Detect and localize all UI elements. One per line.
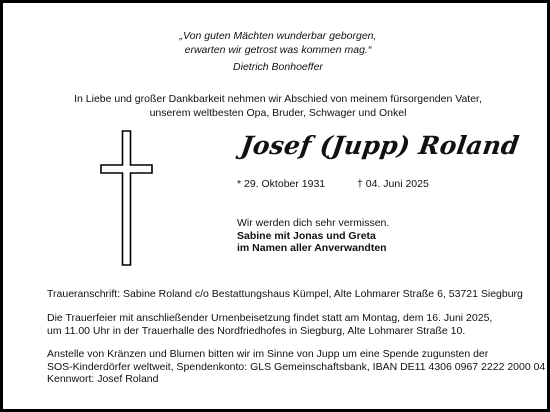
mourning-address: Traueranschrift: Sabine Roland c/o Bestattungshaus Kümpel, Alte Lohmarer Straße 6, 53721 Siegburg [47,288,523,300]
mourners-line: im Namen aller Anverwandten [237,242,387,254]
birth-date: * 29. Oktober 1931 [237,178,326,190]
ceremony-info [47,312,492,337]
intro-text [3,93,550,120]
intro-line: unserem weltbesten Opa, Bruder, Schwager und Onkel [149,106,407,119]
quote-author: Dietrich Bonhoeffer [233,61,323,73]
quote-block [3,29,550,74]
cross-icon [100,130,153,266]
farewell-block [237,217,389,255]
quote-line: „Von guten Mächten wunderbar geborgen, [179,30,377,42]
intro-line: In Liebe und großer Dankbarkeit nehmen wir Abschied von meinem fürsorgenden Vater, [74,93,482,105]
quote-line: erwarten wir getrost was kommen mag.“ [184,44,372,56]
farewell-line: Wir werden dich sehr vermissen. [237,217,390,229]
donation-line: Anstelle von Kränzen und Blumen bitten wir im Sinne von Jupp um eine Spende zugunsten der [47,348,489,360]
donation-info [47,348,545,386]
ceremony-line: Die Trauerfeier mit anschließender Urnenbeisetzung findet statt am Montag, dem 16. Juni 2025, [47,312,493,324]
ceremony-line: um 11.00 Uhr in der Trauerhalle des Nordfriedhofes in Siegburg, Alte Lohmarer Straße 10. [47,324,466,337]
death-date: † 04. Juni 2025 [357,178,429,190]
donation-line: SOS-Kinderdörfer weltweit, Spendenkonto: GLS Gemeinschaftsbank, IBAN DE11 4306 0967 2222 2000 04 [47,360,546,373]
deceased-name: Josef (Jupp) Roland [239,131,521,160]
donation-line: Kennwort: Josef Roland [47,373,159,385]
mourners-line: Sabine mit Jonas und Greta [237,229,376,242]
life-dates [237,178,429,190]
